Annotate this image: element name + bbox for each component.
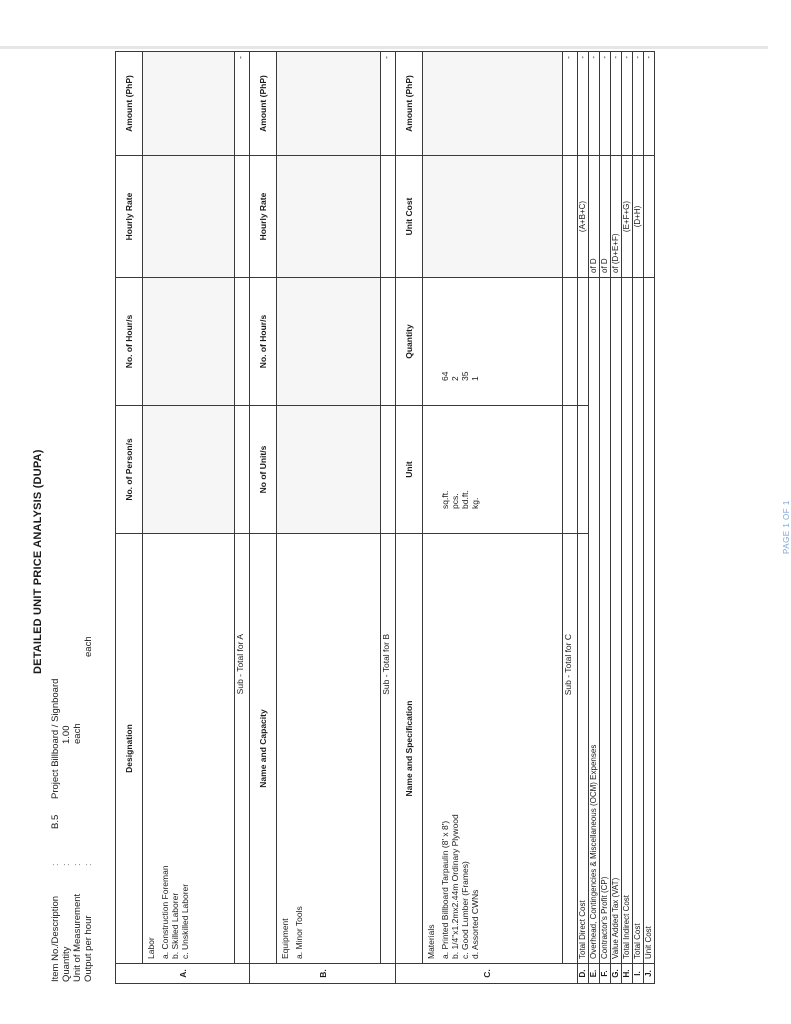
empty-cell (235, 156, 250, 278)
colon: : (72, 863, 83, 866)
material-unit: bd.ft. (460, 490, 470, 509)
section-letter-a: A. (116, 964, 250, 984)
output-value: each (83, 636, 94, 657)
summary-letter: F. (600, 964, 611, 984)
info-colons (50, 863, 94, 866)
summary-value: - (622, 52, 633, 156)
col-hourly-rate: Hourly Rate (116, 156, 143, 278)
label-unit: Unit of Measurement (72, 893, 83, 982)
summary-label: Total Indirect Cost (622, 278, 633, 964)
colon: : (61, 863, 72, 866)
summary-formula: (D+H) (633, 156, 644, 278)
material-qty: 64 (440, 371, 450, 381)
col-quantity: Quantity (396, 278, 423, 406)
labor-rate-cell (143, 156, 235, 278)
materials-header-row (396, 52, 423, 984)
labor-items-cell (143, 534, 235, 964)
col-name-spec: Name and Specification (396, 534, 423, 964)
equipment-subtotal-row (381, 52, 396, 984)
empty-cell (563, 406, 578, 534)
summary-letter: G. (611, 964, 622, 984)
summary-formula: (E+F+G) (622, 156, 633, 278)
empty-cell (563, 156, 578, 278)
subtotal-a-label: Sub - Total for A (235, 534, 250, 964)
equipment-body-row (277, 52, 381, 984)
section-letter-c: C. (396, 964, 578, 984)
equipment-amount-cell (277, 52, 381, 156)
summary-formula: of (D+E+F) (611, 156, 622, 278)
col-persons: No. of Person/s (116, 406, 143, 534)
material-item: d. Assorted CWNs (470, 889, 480, 959)
equipment-rate-cell (277, 156, 381, 278)
summary-value: - (589, 52, 600, 156)
col-designation: Designation (116, 534, 143, 964)
summary-letter: J. (644, 964, 655, 984)
dupa-page (30, 52, 791, 984)
summary-row-d (578, 52, 589, 984)
materials-qty-cell (423, 278, 563, 406)
col-hourly-rate: Hourly Rate (250, 156, 277, 278)
material-qty: 35 (460, 371, 470, 381)
summary-value: - (600, 52, 611, 156)
summary-row-e (589, 52, 600, 984)
labor-header-row (116, 52, 143, 984)
labor-item: c. Unskilled Laborer (180, 883, 190, 959)
empty-cell (578, 278, 589, 406)
labor-amount-cell (143, 52, 235, 156)
document-title: DETAILED UNIT PRICE ANALYSIS (DUPA) (32, 449, 44, 674)
item-no-value: B.5 (50, 814, 61, 829)
col-amount: Amount (PhP) (116, 52, 143, 156)
summary-value: - (633, 52, 644, 156)
summary-value: - (611, 52, 622, 156)
empty-cell (578, 406, 589, 534)
labor-item: b. Skilled Laborer (170, 892, 180, 959)
summary-value: - (578, 52, 589, 156)
col-hours: No. of Hour/s (116, 278, 143, 406)
materials-unit-cell (423, 406, 563, 534)
material-item: c. Good Lumber (Frames) (460, 861, 470, 959)
summary-row-i (633, 52, 644, 984)
scan-edge-line (0, 46, 768, 49)
empty-cell (563, 278, 578, 406)
equipment-header-row (250, 52, 277, 984)
summary-label: Contractor's Profit (CP) (600, 278, 611, 964)
summary-label: Total Direct Cost (578, 534, 589, 964)
col-hours: No. of Hour/s (250, 278, 277, 406)
summary-letter: E. (589, 964, 600, 984)
summary-label: Total Cost (633, 278, 644, 964)
materials-body-row (423, 52, 563, 984)
col-amount: Amount (PhP) (250, 52, 277, 156)
materials-subtotal-row (563, 52, 578, 984)
label-quantity: Quantity (61, 946, 72, 982)
empty-cell (381, 406, 396, 534)
summary-letter: D. (578, 964, 589, 984)
labor-item: a. Construction Foreman (160, 865, 170, 959)
labor-persons-cell (143, 406, 235, 534)
dupa-table (115, 51, 655, 984)
material-item: b. 1/4"x1.2mx2.44m Ordinary Plywood (450, 814, 460, 959)
materials-amount-cell (423, 52, 563, 156)
summary-formula (644, 156, 655, 278)
summary-label: Overhead, Contingencies & Miscellaneous (OCM) Expenses (589, 278, 600, 964)
col-unit-cost: Unit Cost (396, 156, 423, 278)
description-value: Project Billboard / Signboard (50, 678, 61, 799)
summary-letter: H. (622, 964, 633, 984)
summary-value: - (644, 52, 655, 156)
subtotal-c-label: Sub - Total for C (563, 534, 578, 964)
summary-row-g (611, 52, 622, 984)
col-unit: Unit (396, 406, 423, 534)
summary-label: Unit Cost (644, 278, 655, 964)
material-qty: 1 (470, 376, 480, 381)
materials-cost-cell (423, 156, 563, 278)
empty-cell (381, 278, 396, 406)
label-item-no: Item No./Description (50, 895, 61, 982)
empty-cell (381, 156, 396, 278)
empty-cell (235, 406, 250, 534)
quantity-value: 1.00 (61, 725, 72, 744)
material-unit: sq.ft. (440, 490, 450, 509)
summary-formula: (A+B+C) (578, 156, 589, 278)
labor-hours-cell (143, 278, 235, 406)
labor-body-row (143, 52, 235, 984)
empty-cell (235, 278, 250, 406)
summary-row-j (644, 52, 655, 984)
colon: : (50, 863, 61, 866)
equipment-hours-cell (277, 278, 381, 406)
colon: : (83, 863, 94, 866)
summary-formula: of D (589, 156, 600, 278)
col-amount: Amount (PhP) (396, 52, 423, 156)
summary-row-f (600, 52, 611, 984)
materials-title: Materials (426, 924, 436, 959)
page-number: PAGE 1 OF 1 (782, 500, 791, 554)
labor-subtotal-row (235, 52, 250, 984)
col-name-capacity: Name and Capacity (250, 534, 277, 964)
equipment-title: Equipment (280, 918, 290, 959)
materials-items-cell (423, 534, 563, 964)
unit-value: each (72, 723, 83, 744)
summary-row-h (622, 52, 633, 984)
col-units: No of Unit/s (250, 406, 277, 534)
material-unit: pcs. (450, 493, 460, 509)
subtotal-b-value: - (381, 52, 396, 156)
subtotal-a-value: - (235, 52, 250, 156)
info-labels (50, 894, 94, 982)
equipment-items-cell (277, 534, 381, 964)
material-unit: kg. (470, 497, 480, 509)
subtotal-b-label: Sub - Total for B (381, 534, 396, 964)
material-qty: 2 (450, 376, 460, 381)
labor-title: Labor (146, 937, 156, 959)
label-output: Output per hour (83, 915, 94, 982)
summary-label: Value Added Tax (VAT) (611, 278, 622, 964)
material-item: a. Printed Billboard Tarpaulin (8' x 8') (440, 820, 450, 959)
summary-formula: of D (600, 156, 611, 278)
equipment-item: a. Minor Tools (294, 906, 304, 959)
summary-letter: I. (633, 964, 644, 984)
equipment-units-cell (277, 406, 381, 534)
subtotal-c-value: - (563, 52, 578, 156)
section-letter-b: B. (250, 964, 396, 984)
